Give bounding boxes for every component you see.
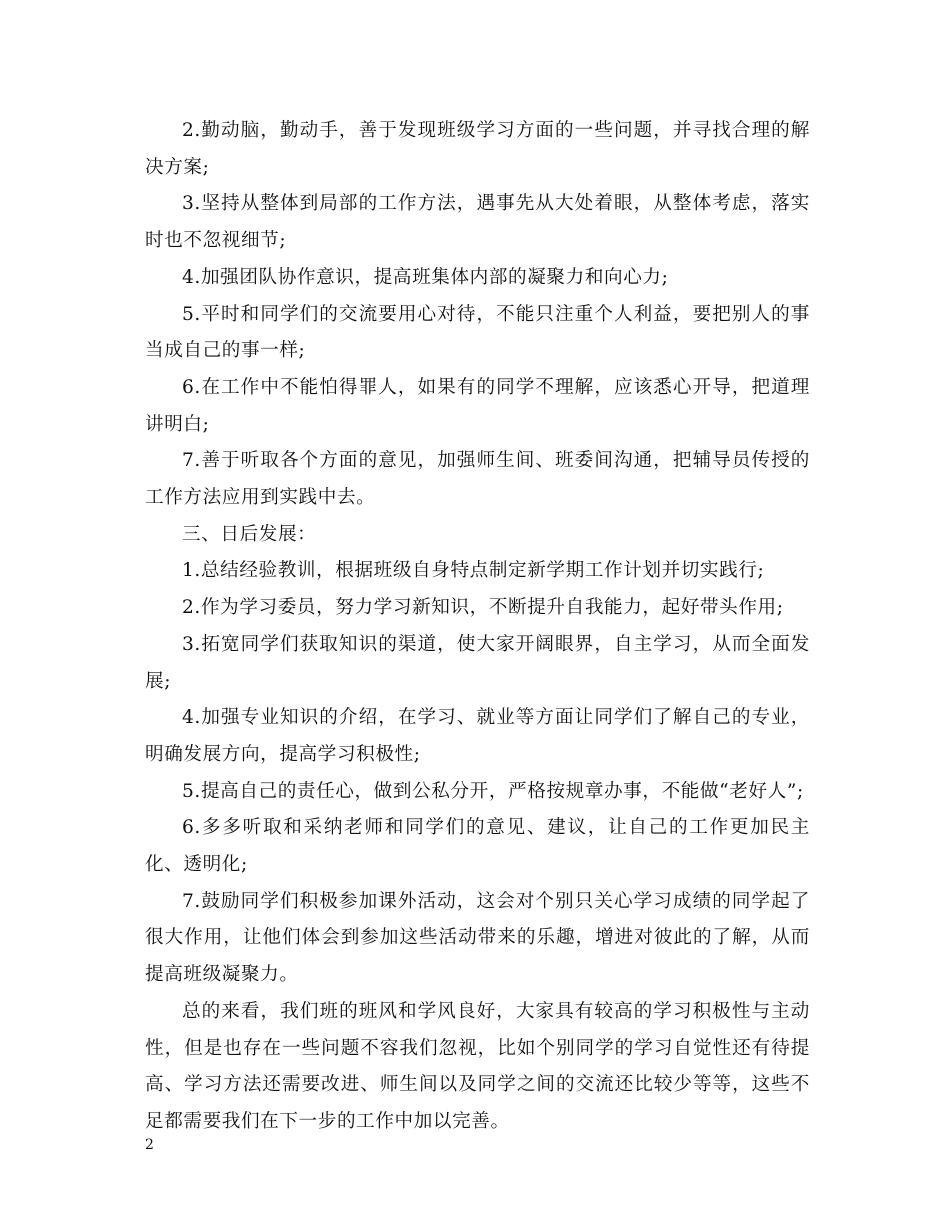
future-item-4: 4.加强专业知识的介绍，在学习、就业等方面让同学们了解自己的专业，明确发展方向，提高学习积极性; [145, 707, 810, 765]
paragraph-item-4: 4.加强团队协作意识，提高班集体内部的凝聚力和向心力; [182, 266, 669, 288]
paragraph-item-3: 3.坚持从整体到局部的工作方法，遇事先从大处着眼，从整体考虑，落实时也不忽视细节; [145, 193, 810, 252]
paragraph-item-5: 5.平时和同学们的交流要用心对待，不能只注重个人利益，要把别人的事当成自己的事一样; [145, 303, 810, 362]
summary-paragraph: 总的来看，我们班的班风和学风良好，大家具有较高的学习积极性与主动性，但是也存在一些问题不容我们忽视，比如个别同学的学习自觉性还有待提高、学习方法还需要改进、师生间以及同学之间的交流还比较少等等，这些不足都需要我们在下一步的工作中加以完善。 [145, 1000, 810, 1132]
future-item-5: 5.提高自己的责任心，做到公私分开，严格按规章办事，不能做“老好人”; [182, 780, 804, 802]
paragraph-item-2: 2.勤动脑，勤动手，善于发现班级学习方面的一些问题，并寻找合理的解决方案; [145, 120, 810, 178]
paragraph-item-6: 6.在工作中不能怕得罪人，如果有的同学不理解，应该悉心开导，把道理讲明白; [145, 376, 810, 435]
future-item-1: 1.总结经验教训，根据班级自身特点制定新学期工作计划并切实践行; [182, 560, 765, 582]
future-item-6: 6.多多听取和采纳老师和同学们的意见、建议，让自己的工作更加民主化、透明化; [145, 817, 810, 876]
page-number: 2 [145, 1137, 154, 1153]
section-heading-future-development: 三、日后发展： [182, 523, 317, 545]
future-item-3: 3.拓宽同学们获取知识的渠道，使大家开阔眼界，自主学习，从而全面发展; [145, 633, 810, 692]
future-item-2: 2.作为学习委员，努力学习新知识，不断提升自我能力，起好带头作用; [182, 597, 784, 619]
paragraph-item-7: 7.善于听取各个方面的意见，加强师生间、班委间沟通，把辅导员传授的工作方法应用到实践中去。 [145, 450, 810, 509]
document-body [145, 113, 810, 1141]
future-item-7: 7.鼓励同学们积极参加课外活动，这会对个别只关心学习成绩的同学起了很大作用，让他们体会到参加这些活动带来的乐趣，增进对彼此的了解，从而提高班级凝聚力。 [145, 890, 810, 986]
